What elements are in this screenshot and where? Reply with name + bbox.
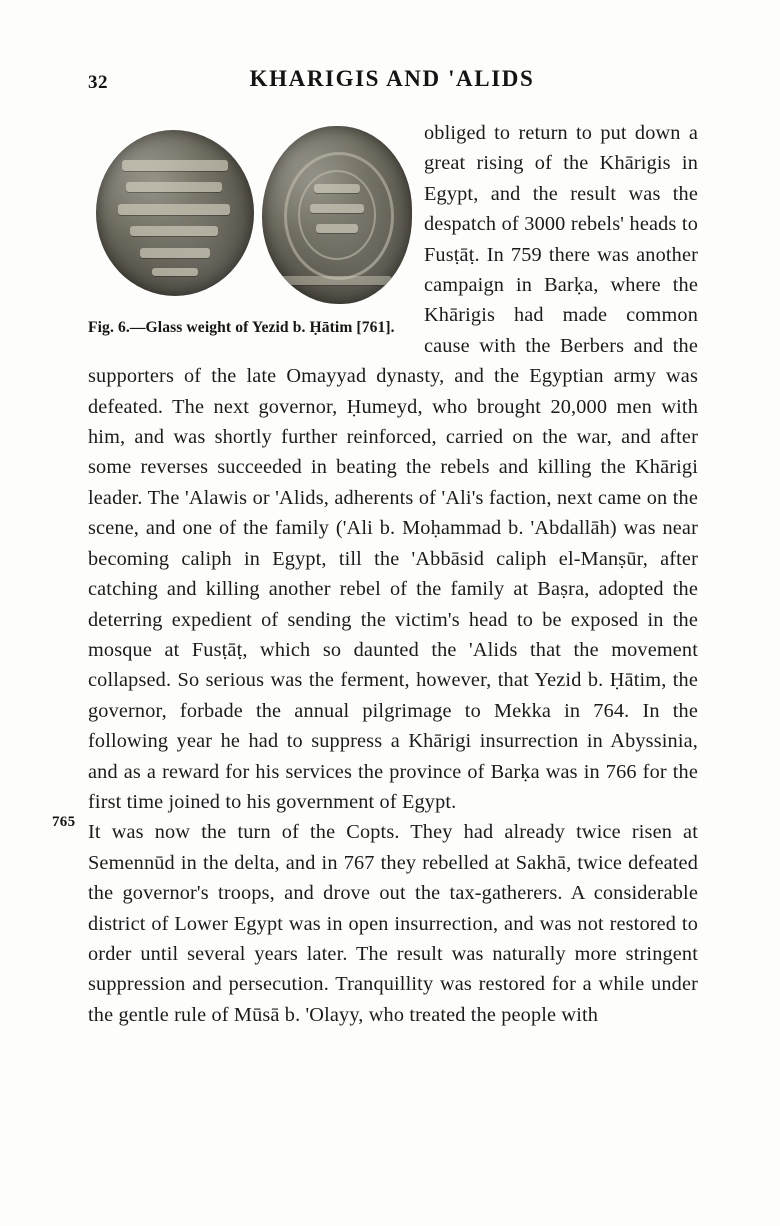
coin-obverse-image: [96, 130, 254, 296]
page-title: KHARIGIS AND 'ALIDS: [249, 66, 535, 91]
coin-reverse-image: [262, 126, 412, 304]
running-head: [88, 66, 696, 94]
page-number: 32: [88, 72, 108, 93]
paragraph-1: obliged to return to put down a great rising of the Khārigis in Egypt, and the result was the despatch of 3000 rebels' heads to Fusṭāṭ. In 759 there was another campaign in Barḳa, where the Khārigis had made common cause with the Berbers and the supporters of the late Omayyad dynasty, and the Egyptian army was defeated. The next governor, Ḥumeyd, who brought 20,000 men with him, and was shortly further reinforced, carried on the war, and after some reverses succeeded in beating the rebels and killing the Khārigi leader. The 'Alawis or 'Alids, adherents of 'Ali's faction, next came on the scene, and one of the family ('Ali b. Moḥammad b. 'Abdallāh) was near becoming caliph in Egypt, till the 'Abbāsid caliph el-Manṣūr, after catching and killing another rebel of the family at Baṣra, adopted the deterring expedient of sending the victim's head to be exposed in the mosque at Fusṭāṭ, which so daunted the 'Alids that the movement collapsed. So serious was the ferment, however, that Yezid b. Ḥātim, the governor, forbade the annual pilgrimage to Mekka in 764. In the following year he had to suppress a Khārigi insurrection in Abyssinia, and as a reward for his services the province of Barḳa was in 766 for the first time joined to his government of Egypt.: [88, 122, 698, 813]
marginal-date-note: 765: [52, 814, 76, 830]
figure-glass-weight: [88, 122, 410, 337]
body-text-block: [88, 118, 698, 1030]
figure-caption: Fig. 6.—Glass weight of Yezid b. Ḥātim [761].: [88, 319, 395, 336]
paragraph-2: It was now the turn of the Copts. They had already twice risen at Semennūd in the delta, and in 767 they rebelled at Sakhā, twice defeated the governor's troops, and drove out the tax-gatherers. A considerable district of Lower Egypt was in open insurrection, and was not restored to order until several years later. The result was naturally more stringent suppression and persecution. Tranquillity was restored for a while under the gentle rule of Mūsā b. 'Olayy, who treated the people with: [88, 821, 698, 1026]
figure-image: [88, 122, 410, 314]
